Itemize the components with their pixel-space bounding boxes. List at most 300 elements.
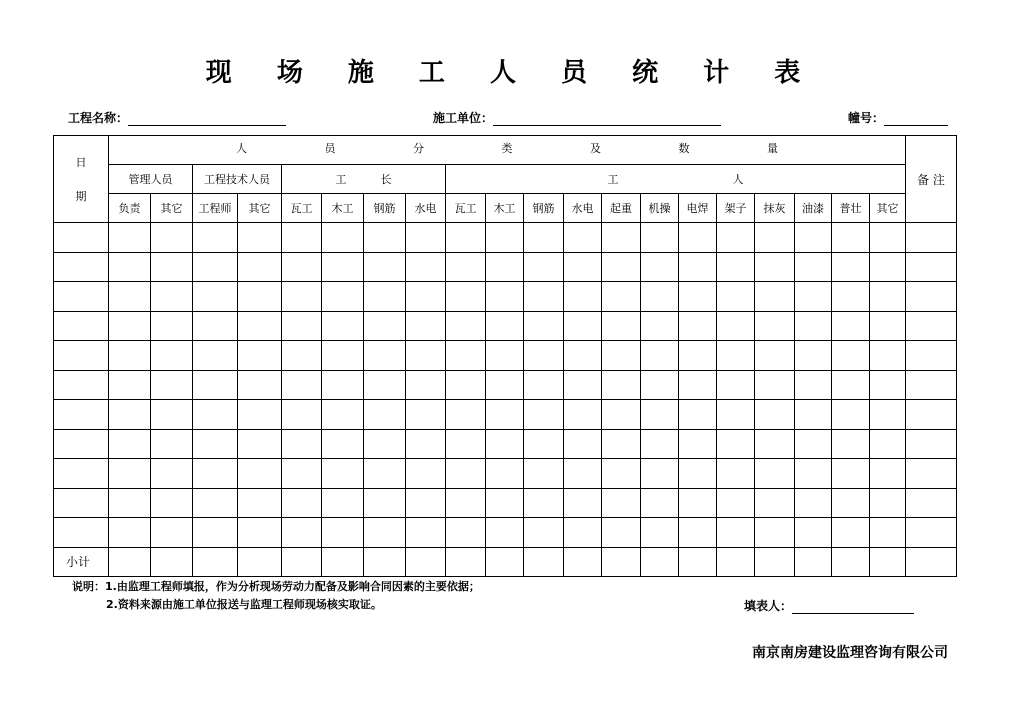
table-cell[interactable] [364,370,406,400]
table-cell[interactable] [364,488,406,518]
table-cell[interactable] [755,429,795,459]
table-cell[interactable] [193,488,238,518]
column-header: 钢筋 [364,194,406,223]
table-cell[interactable] [870,459,906,489]
table-cell[interactable] [755,488,795,518]
table-cell[interactable] [151,311,193,341]
table-cell[interactable] [54,341,109,371]
table-cell[interactable] [641,459,679,489]
table-cell[interactable] [795,223,832,253]
column-header: 水电 [564,194,602,223]
table-cell[interactable] [564,400,602,430]
table-cell[interactable] [641,400,679,430]
table-cell[interactable] [54,311,109,341]
table-cell[interactable] [151,429,193,459]
header-row-columns [54,194,957,223]
table-cell[interactable] [238,518,282,548]
table-cell[interactable] [151,400,193,430]
table-cell[interactable] [486,311,524,341]
table-cell[interactable] [906,518,957,548]
table-cell[interactable] [238,547,282,577]
table-cell[interactable] [238,459,282,489]
table-cell[interactable] [906,459,957,489]
table-cell[interactable] [524,341,564,371]
table-cell[interactable] [109,429,151,459]
table-cell[interactable] [602,341,641,371]
table-cell[interactable] [406,341,446,371]
table-cell[interactable] [193,252,238,282]
table-cell[interactable] [193,223,238,253]
table-cell[interactable] [832,547,870,577]
table-cell[interactable] [446,341,486,371]
table-cell[interactable] [602,311,641,341]
table-cell[interactable] [406,400,446,430]
table-cell[interactable] [564,547,602,577]
table-cell[interactable] [406,311,446,341]
table-cell[interactable] [564,370,602,400]
table-cell[interactable] [602,282,641,312]
table-cell[interactable] [641,341,679,371]
table-cell[interactable] [406,518,446,548]
table-cell[interactable] [717,223,755,253]
table-cell[interactable] [406,459,446,489]
table-cell[interactable] [446,400,486,430]
table-cell[interactable] [755,341,795,371]
table-cell[interactable] [679,547,717,577]
table-cell[interactable] [795,341,832,371]
table-cell[interactable] [564,518,602,548]
table-cell[interactable] [282,488,322,518]
table-cell[interactable] [755,223,795,253]
table-cell[interactable] [322,400,364,430]
table-cell[interactable] [679,282,717,312]
table-cell[interactable] [602,223,641,253]
table-cell[interactable] [679,311,717,341]
table-cell[interactable] [282,282,322,312]
table-cell[interactable] [54,223,109,253]
table-cell[interactable] [151,341,193,371]
column-header: 瓦工 [446,194,486,223]
table-cell[interactable] [679,488,717,518]
table-cell[interactable] [870,518,906,548]
table-cell[interactable] [364,459,406,489]
table-cell[interactable] [906,488,957,518]
table-cell[interactable] [282,370,322,400]
table-cell[interactable] [795,370,832,400]
table-cell[interactable] [282,518,322,548]
table-cell[interactable] [446,547,486,577]
table-cell[interactable] [524,547,564,577]
table-cell[interactable] [564,282,602,312]
table-cell[interactable] [322,223,364,253]
table-cell[interactable] [641,223,679,253]
project-name-label: 工程名称： [68,111,129,125]
table-row [54,459,957,489]
table-cell[interactable] [193,341,238,371]
table-cell[interactable] [832,429,870,459]
table-cell[interactable] [282,311,322,341]
table-cell[interactable] [406,547,446,577]
table-cell[interactable] [406,370,446,400]
table-cell[interactable] [486,518,524,548]
table-cell[interactable] [641,311,679,341]
table-cell[interactable] [717,518,755,548]
table-cell[interactable] [717,488,755,518]
table-cell[interactable] [238,223,282,253]
table-cell[interactable] [906,547,957,577]
table-cell[interactable] [795,252,832,282]
table-cell[interactable] [151,488,193,518]
table-cell[interactable] [446,252,486,282]
table-cell[interactable] [717,400,755,430]
table-cell[interactable] [486,547,524,577]
table-cell[interactable] [54,252,109,282]
table-cell[interactable] [795,282,832,312]
table-cell[interactable] [54,400,109,430]
table-cell[interactable] [679,429,717,459]
table-cell[interactable] [151,459,193,489]
table-cell[interactable] [364,223,406,253]
table-cell[interactable] [238,252,282,282]
table-cell[interactable] [641,488,679,518]
table-cell[interactable] [322,370,364,400]
table-cell[interactable] [54,488,109,518]
table-cell[interactable] [832,459,870,489]
table-cell[interactable] [641,252,679,282]
table-cell[interactable] [446,370,486,400]
table-cell[interactable] [54,518,109,548]
table-cell[interactable] [109,488,151,518]
page-title: 现 场 施 工 人 员 统 计 表 [205,58,819,88]
header-row-category [54,136,957,165]
table-cell[interactable] [282,459,322,489]
table-cell[interactable] [364,547,406,577]
table-cell[interactable] [406,282,446,312]
table-cell[interactable] [54,459,109,489]
table-cell[interactable] [717,341,755,371]
table-cell[interactable] [602,518,641,548]
table-cell[interactable] [906,341,957,371]
table-cell[interactable] [795,459,832,489]
table-cell[interactable] [564,429,602,459]
table-cell[interactable] [446,282,486,312]
table-cell[interactable] [151,370,193,400]
column-header: 水电 [406,194,446,223]
table-cell[interactable] [151,518,193,548]
table-cell[interactable] [870,252,906,282]
table-cell[interactable] [524,252,564,282]
table-cell[interactable] [364,282,406,312]
table-cell[interactable] [364,311,406,341]
table-cell[interactable] [524,488,564,518]
table-cell[interactable] [906,429,957,459]
table-cell[interactable] [109,400,151,430]
table-cell[interactable] [109,459,151,489]
table-cell[interactable] [322,518,364,548]
category-char: 量 [767,142,778,155]
subtotal-label: 小计 [54,547,109,577]
table-cell[interactable] [54,429,109,459]
table-cell[interactable] [486,341,524,371]
table-cell[interactable] [679,400,717,430]
table-cell[interactable] [641,370,679,400]
table-cell[interactable] [322,282,364,312]
table-cell[interactable] [832,370,870,400]
table-cell[interactable] [870,370,906,400]
table-cell[interactable] [238,429,282,459]
notes [72,578,480,614]
table-cell[interactable] [364,341,406,371]
table-cell[interactable] [322,429,364,459]
table-cell[interactable] [282,252,322,282]
table-cell[interactable] [282,223,322,253]
table-cell[interactable] [322,341,364,371]
table-cell[interactable] [795,400,832,430]
table-cell[interactable] [193,311,238,341]
table-cell[interactable] [524,223,564,253]
table-cell[interactable] [906,223,957,253]
table-cell[interactable] [832,252,870,282]
table-cell[interactable] [486,370,524,400]
table-cell[interactable] [602,370,641,400]
table-cell[interactable] [755,547,795,577]
building-number-blank [884,111,948,126]
table-cell[interactable] [364,429,406,459]
table-cell[interactable] [446,518,486,548]
table-cell[interactable] [193,400,238,430]
table-cell[interactable] [238,400,282,430]
category-char: 分 [413,142,424,155]
table-cell[interactable] [679,370,717,400]
table-cell[interactable] [109,252,151,282]
table-cell[interactable] [870,341,906,371]
table-cell[interactable] [282,547,322,577]
table-cell[interactable] [641,282,679,312]
table-cell[interactable] [906,282,957,312]
table-cell[interactable] [870,311,906,341]
table-cell[interactable] [717,429,755,459]
table-cell[interactable] [282,429,322,459]
table-cell[interactable] [795,429,832,459]
table-cell[interactable] [486,223,524,253]
table-cell[interactable] [282,341,322,371]
table-cell[interactable] [486,488,524,518]
table-cell[interactable] [755,459,795,489]
table-cell[interactable] [109,223,151,253]
table-cell[interactable] [193,547,238,577]
table-cell[interactable] [238,488,282,518]
table-cell[interactable] [602,252,641,282]
worker-char: 工 [607,173,619,186]
table-cell[interactable] [109,311,151,341]
table-cell[interactable] [486,252,524,282]
table-cell[interactable] [238,341,282,371]
table-row [54,252,957,282]
table-cell[interactable] [446,459,486,489]
table-cell[interactable] [238,311,282,341]
table-cell[interactable] [151,547,193,577]
table-cell[interactable] [679,459,717,489]
note-line-2: 2.资料来源由施工单位报送与监理工程师现场核实取证。 [106,598,382,611]
column-header: 钢筋 [524,194,564,223]
table-cell[interactable] [641,429,679,459]
table-cell[interactable] [832,341,870,371]
table-cell[interactable] [238,370,282,400]
table-cell[interactable] [679,252,717,282]
table-cell[interactable] [602,429,641,459]
table-cell[interactable] [564,311,602,341]
table-cell[interactable] [906,400,957,430]
table-cell[interactable] [193,429,238,459]
table-cell[interactable] [870,547,906,577]
table-cell[interactable] [54,370,109,400]
date-header-top: 日 [75,156,87,169]
table-cell[interactable] [151,223,193,253]
table-cell[interactable] [564,223,602,253]
table-cell[interactable] [524,518,564,548]
table-cell[interactable] [795,547,832,577]
table-cell[interactable] [151,282,193,312]
table-row [54,282,957,312]
table-cell[interactable] [322,459,364,489]
table-cell[interactable] [717,370,755,400]
table-cell[interactable] [524,400,564,430]
table-row [54,400,957,430]
worker-group-header [446,165,906,194]
table-cell[interactable] [109,282,151,312]
table-cell[interactable] [524,429,564,459]
table-cell[interactable] [54,282,109,312]
table-cell[interactable] [755,370,795,400]
table-cell[interactable] [564,252,602,282]
table-cell[interactable] [322,252,364,282]
table-cell[interactable] [906,252,957,282]
table-cell[interactable] [486,400,524,430]
table-cell[interactable] [486,429,524,459]
table-cell[interactable] [832,282,870,312]
table-cell[interactable] [755,252,795,282]
table-cell[interactable] [446,429,486,459]
table-cell[interactable] [406,223,446,253]
table-cell[interactable] [795,488,832,518]
column-header: 油漆 [795,194,832,223]
table-cell[interactable] [832,488,870,518]
table-cell[interactable] [322,488,364,518]
table-cell[interactable] [717,547,755,577]
table-cell[interactable] [406,488,446,518]
table-cell[interactable] [193,370,238,400]
table-cell[interactable] [870,223,906,253]
table-cell[interactable] [602,547,641,577]
table-cell[interactable] [870,429,906,459]
table-cell[interactable] [755,400,795,430]
foreman-char: 长 [380,173,392,186]
note-line-1 [72,578,480,596]
table-cell[interactable] [486,459,524,489]
category-char: 类 [501,142,513,155]
table-cell[interactable] [446,311,486,341]
project-name-field [68,109,286,126]
table-cell[interactable] [446,488,486,518]
date-header [54,136,109,223]
table-cell[interactable] [364,400,406,430]
table-cell[interactable] [109,547,151,577]
table-cell[interactable] [524,311,564,341]
table-cell[interactable] [679,518,717,548]
table-cell[interactable] [832,311,870,341]
table-cell[interactable] [755,518,795,548]
table-cell[interactable] [322,547,364,577]
table-row [54,488,957,518]
table-cell[interactable] [602,459,641,489]
building-number-field [848,109,948,126]
column-header: 其它 [870,194,906,223]
table-cell[interactable] [364,518,406,548]
table-cell[interactable] [524,459,564,489]
table-cell[interactable] [795,311,832,341]
category-header [109,136,906,165]
table-cell[interactable] [832,223,870,253]
table-cell[interactable] [679,341,717,371]
table-cell[interactable] [109,341,151,371]
header-row-groups [54,165,957,194]
table-cell[interactable] [870,282,906,312]
table-cell[interactable] [717,311,755,341]
table-cell[interactable] [524,370,564,400]
table-cell[interactable] [870,400,906,430]
column-header: 工程师 [193,194,238,223]
table-cell[interactable] [193,518,238,548]
table-cell[interactable] [406,252,446,282]
table-cell[interactable] [832,400,870,430]
table-cell[interactable] [641,547,679,577]
notes-label: 说明： [72,580,105,593]
table-cell[interactable] [564,488,602,518]
table-cell[interactable] [322,311,364,341]
table-cell[interactable] [906,311,957,341]
table-cell[interactable] [564,459,602,489]
table-cell[interactable] [151,252,193,282]
table-cell[interactable] [406,429,446,459]
table-cell[interactable] [238,282,282,312]
table-cell[interactable] [641,518,679,548]
category-char: 及 [590,142,601,155]
table-cell[interactable] [870,488,906,518]
table-cell[interactable] [906,370,957,400]
table-cell[interactable] [717,459,755,489]
table-cell[interactable] [755,311,795,341]
table-cell[interactable] [109,370,151,400]
table-cell[interactable] [717,282,755,312]
table-cell[interactable] [602,488,641,518]
management-group-header: 管理人员 [109,165,193,194]
table-cell[interactable] [282,400,322,430]
table-cell[interactable] [524,282,564,312]
table-cell[interactable] [446,223,486,253]
table-cell[interactable] [602,400,641,430]
table-cell[interactable] [832,518,870,548]
table-cell[interactable] [364,252,406,282]
table-cell[interactable] [679,223,717,253]
table-cell[interactable] [109,518,151,548]
table-cell[interactable] [193,459,238,489]
table-cell[interactable] [564,341,602,371]
table-cell[interactable] [717,252,755,282]
table-cell[interactable] [795,518,832,548]
table-cell[interactable] [755,282,795,312]
table-cell[interactable] [486,282,524,312]
table-cell[interactable] [193,282,238,312]
